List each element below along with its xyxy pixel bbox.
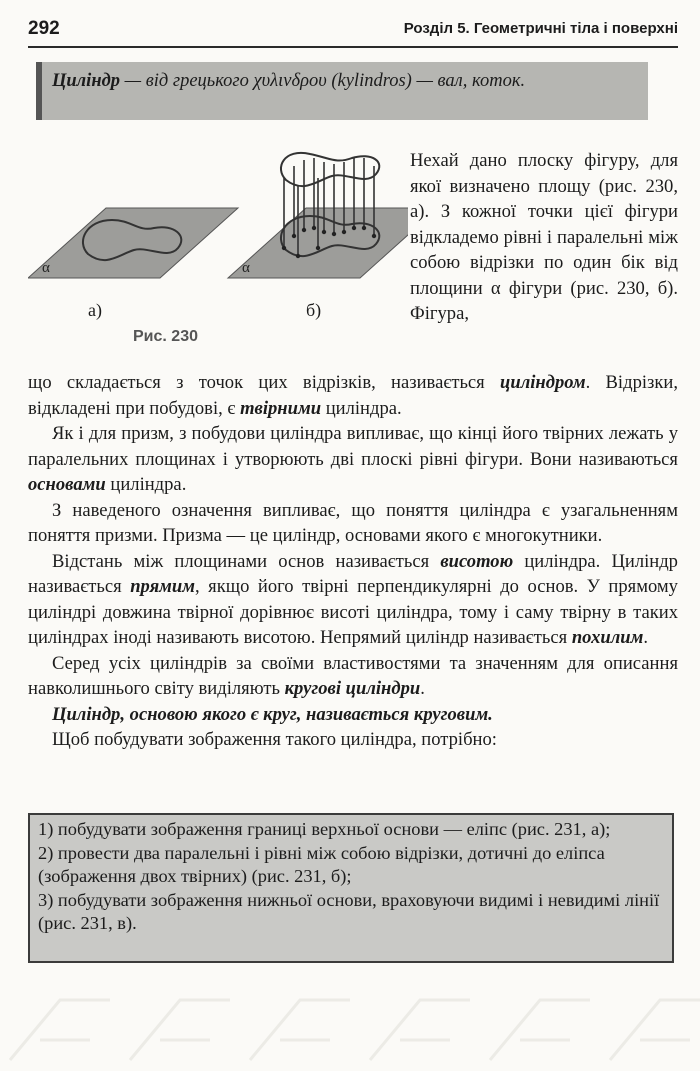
term-circular: кругові циліндри [284,678,421,699]
paragraph-5: Серед усіх циліндрів за своїми властивостями та значенням для описання навколишнього світу виділяють кругові циліндри. [28,652,678,699]
paragraph-3: З наведеного означення випливає, що поняття циліндра є узагальненням поняття призми. Призма — це циліндр, основами якого є многокутники. [28,499,678,546]
term-oblique: похилим [571,627,644,648]
etymology-text: — від грецького χυλινδρου (kylindros) — вал, коток. [120,71,526,91]
step-1: 1) побудувати зображення границі верхньої основи — еліпс (рис. 231, а); [38,819,611,839]
alpha-label-a: α [42,260,50,276]
main-text [28,370,678,753]
alpha-label-b: α [242,260,250,276]
figure-label-a: а) [88,300,102,320]
chapter-title: Розділ 5. Геометричні тіла і поверхні [403,20,678,37]
paragraph-1: що складається з точок цих відрізків, називається циліндром. Відрізки, відкладені при побудові, є твірними циліндра. [28,372,679,419]
term-height: висотою [440,550,514,572]
intro-paragraph: Нехай дано плоску фігуру, для якої визначено площу (рис. 230, а). З кожної точки цієї фігури відкладемо рівні і паралельні між собою відрізки по один бік від площини α фігури (рис. 230, б). Фігура, [410,150,678,324]
paragraph-4: Відстань між площинами основ називається висотою циліндра. Циліндр називається прямим, якщо його твірні перпендикулярні до основ. У прямому циліндрі довжина твірної дорівнює висоті циліндра, тому і саму твірну в таких циліндрах іноді називають висотою. Непрямий циліндр називається похилим. [28,550,678,648]
figure-caption: Рис. 230 [133,328,198,345]
figure-230-drawing [28,150,408,320]
etymology-box [36,62,648,120]
term-bases: основами [28,474,106,495]
page-number: 292 [28,18,60,39]
page-header [28,14,678,48]
paragraph-2: Як і для призм, з побудови циліндра випливає, що кінці його твірних лежать у паралельних площинах і утворюють дві плоскі рівні фігури. Вони називаються основами циліндра. [28,423,678,495]
background-pattern [0,980,700,1071]
term-cylinder: циліндром [500,372,586,393]
term-generators: твірними [240,397,322,419]
figure-230 [28,150,408,360]
paragraph-7: Щоб побудувати зображення такого циліндра, потрібно: [52,729,497,750]
term-right: прямим [130,576,195,597]
steps-box [28,813,674,963]
definition-circular: Циліндр, основою якого є круг, називається круговим. [52,703,493,725]
plane-a [28,208,238,278]
etymology-term: Циліндр [52,71,121,91]
step-3: 3) побудувати зображення нижньої основи, враховуючи видимі і невидимі лінії (рис. 231, в). [38,889,660,933]
figure-label-b: б) [306,300,322,320]
step-2: 2) провести два паралельні і рівні між собою відрізки, дотичні до еліпса (зображення двох твірних) (рис. 231, б); [38,842,605,886]
